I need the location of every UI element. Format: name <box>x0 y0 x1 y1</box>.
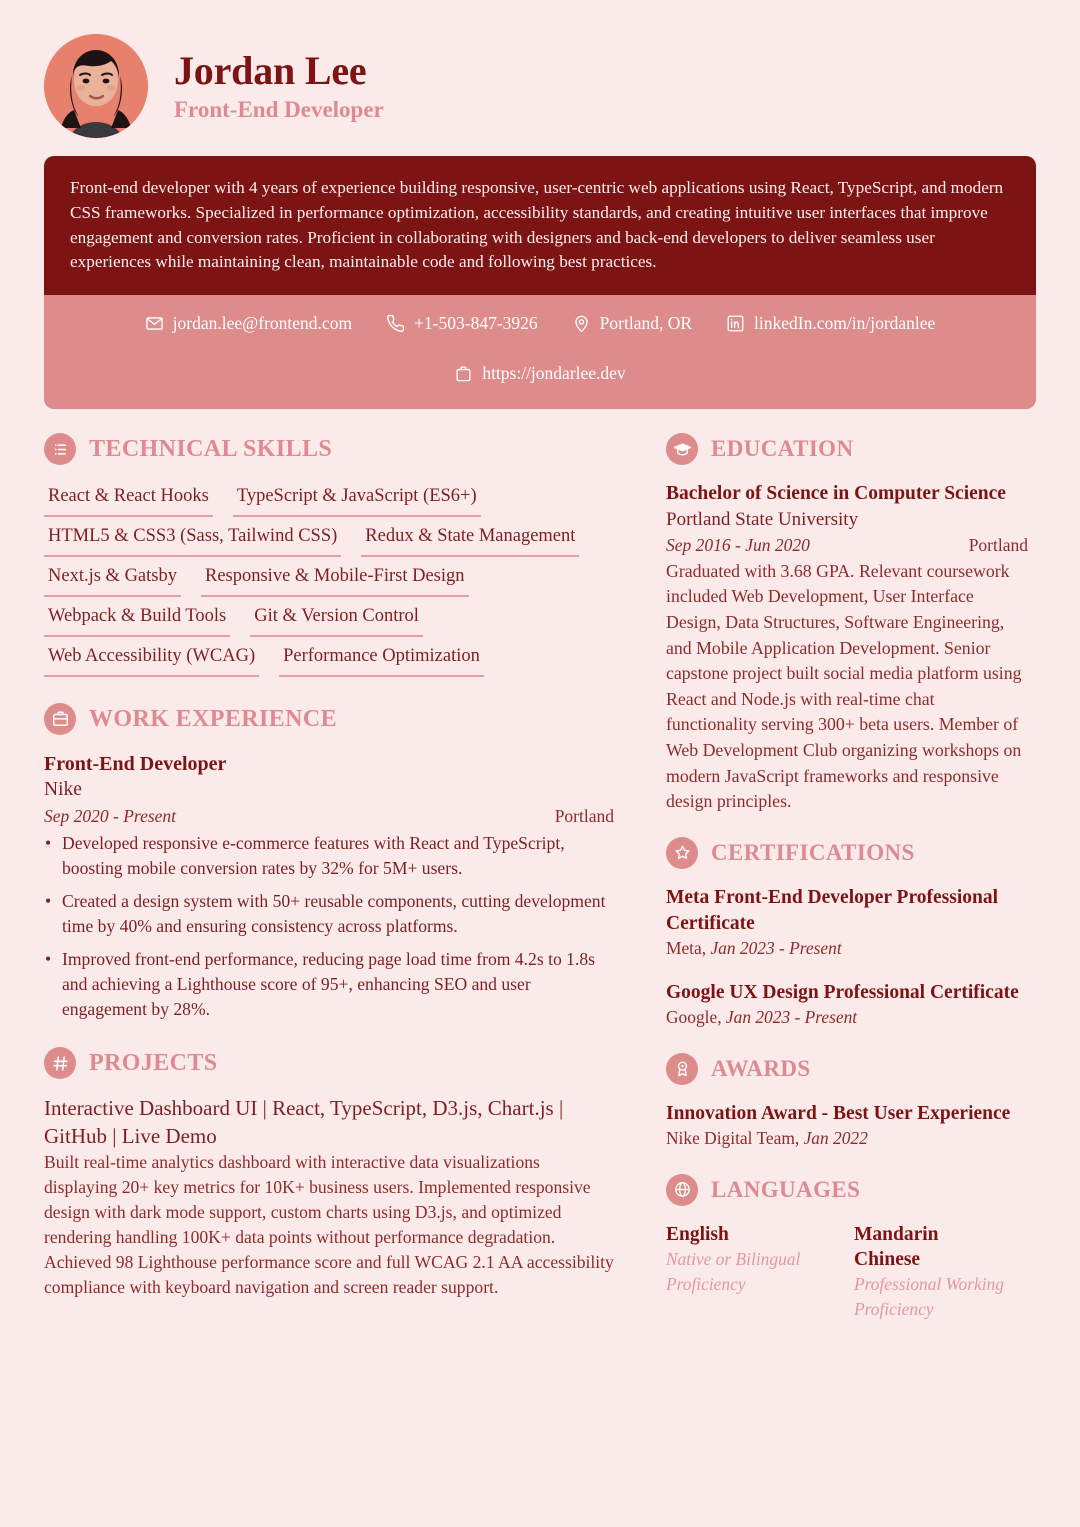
certification-meta <box>666 936 1028 961</box>
contact-linkedin-label: linkedIn.com/in/jordanlee <box>754 313 936 334</box>
skill-chip: Web Accessibility (WCAG) <box>44 641 259 677</box>
contact-phone[interactable] <box>386 309 538 337</box>
avatar <box>44 34 148 138</box>
left-column <box>44 433 614 1326</box>
resume-body <box>0 409 1080 1344</box>
award-meta <box>666 1126 1028 1151</box>
certification-meta <box>666 1005 1028 1030</box>
skills-list <box>44 481 614 677</box>
section-certifications <box>666 837 1028 1031</box>
contact-row-secondary <box>70 359 1010 387</box>
education-meta <box>666 532 1028 558</box>
section-heading <box>44 433 614 465</box>
experience-company: Nike <box>44 778 82 800</box>
project-description: Built real-time analytics dashboard with interactive data visualizations displaying 20+ key metrics for 10K+ business users. Implemented responsive design with dark mode support, custom charts using D3.js, and optimized rendering handling 100K+ data points without performance degradation. Achieved 98 Lighthouse performance score and full WCAG 2.1 AA accessibility compliance with keyboard navigation and screen reader support. <box>44 1151 614 1297</box>
linkedin-icon <box>726 314 745 333</box>
contact-website[interactable] <box>454 359 625 387</box>
language-item <box>854 1222 1004 1322</box>
certification-issuer: Meta, <box>666 938 707 959</box>
section-technical-skills <box>44 433 614 677</box>
skill-chip: HTML5 & CSS3 (Sass, Tailwind CSS) <box>44 521 341 557</box>
certification-entry <box>666 980 1028 1031</box>
contact-bar <box>44 295 1036 409</box>
skill-chip: Performance Optimization <box>279 641 484 677</box>
identity-block <box>174 47 384 126</box>
job-role-subtitle: Front-End Developer <box>174 97 384 123</box>
certification-name: Google UX Design Professional Certificate <box>666 981 1019 1003</box>
certification-name: Meta Front-End Developer Professional Certificate <box>666 886 999 934</box>
language-proficiency: Native or Bilingual Proficiency <box>666 1248 801 1294</box>
contact-linkedin[interactable] <box>726 309 935 337</box>
section-heading <box>666 837 1028 869</box>
contact-email[interactable] <box>145 309 352 337</box>
contact-website-label: https://jondarlee.dev <box>482 363 626 384</box>
section-work-experience <box>44 703 614 1021</box>
section-awards <box>666 1053 1028 1152</box>
skill-chip: Webpack & Build Tools <box>44 601 230 637</box>
project-entry <box>44 1095 614 1299</box>
star-badge-icon <box>666 837 698 869</box>
certification-dates: Jan 2023 - Present <box>710 938 842 959</box>
experience-bullets <box>44 831 614 1021</box>
experience-dates: Sep 2020 - Present <box>44 805 177 826</box>
section-heading <box>44 1047 614 1079</box>
section-title: PROJECTS <box>89 1050 218 1077</box>
graduation-cap-icon <box>666 433 698 465</box>
certification-dates: Jan 2023 - Present <box>725 1007 858 1028</box>
contact-email-label: jordan.lee@frontend.com <box>172 313 353 334</box>
section-languages <box>666 1174 1028 1322</box>
award-issuer: Nike Digital Team, <box>666 1128 800 1149</box>
list-icon <box>44 433 76 465</box>
experience-entry <box>44 751 614 1021</box>
contact-phone-label: +1-503-847-3926 <box>414 313 538 334</box>
section-heading <box>666 433 1028 465</box>
phone-icon <box>386 314 405 333</box>
portrait-photo-icon <box>44 34 148 138</box>
languages-list <box>666 1222 1028 1322</box>
hash-icon <box>44 1047 76 1079</box>
skill-chip: TypeScript & JavaScript (ES6+) <box>233 481 481 517</box>
contact-location-label: Portland, OR <box>599 313 693 334</box>
experience-job-title: Front-End Developer <box>44 752 227 775</box>
education-description: Graduated with 3.68 GPA. Relevant coursework included Web Development, User Interface Design, Data Structures, Software Engineering, and Mobile Application Development. Senior capstone project built social media platform using React and Node.js with real-time chat functionality serving 300+ beta users. Member of Web Development Club organizing workshops on modern JavaScript frameworks and responsive design principles. <box>666 560 1022 812</box>
section-title: EDUCATION <box>711 436 854 462</box>
section-heading <box>44 703 614 735</box>
professional-summary: Front-end developer with 4 years of experience building responsive, user-centric web applications using React, TypeScript, and modern CSS frameworks. Specialized in performance optimization, accessibility standards, and creating intuitive user interfaces that improve engagement and conversion rates. Proficient in collaborating with designers and back-end developers to deliver seamless user experiences while maintaining clean, maintainable code and following best practices. <box>44 156 1036 295</box>
skill-chip: Redux & State Management <box>361 521 579 557</box>
language-item <box>666 1222 816 1322</box>
section-title: AWARDS <box>711 1055 811 1081</box>
skill-chip: Next.js & Gatsby <box>44 561 181 597</box>
award-dates: Jan 2022 <box>803 1128 868 1149</box>
map-pin-icon <box>572 314 591 333</box>
section-title: CERTIFICATIONS <box>711 840 915 866</box>
briefcase-icon <box>44 703 76 735</box>
contact-row-primary <box>70 309 1010 337</box>
project-title: Interactive Dashboard UI | React, TypeScript, D3.js, Chart.js | GitHub | Live Demo <box>44 1096 564 1148</box>
section-education <box>666 433 1028 815</box>
briefcase-icon <box>454 364 473 383</box>
envelope-icon <box>145 314 164 333</box>
award-entry <box>666 1101 1028 1152</box>
language-name: English <box>666 1223 729 1245</box>
resume-header <box>0 0 1080 156</box>
education-entry <box>666 481 1028 815</box>
right-column <box>666 433 1028 1344</box>
skill-chip: Git & Version Control <box>250 601 423 637</box>
section-projects <box>44 1047 614 1299</box>
experience-meta <box>44 803 614 829</box>
experience-location: Portland <box>554 805 614 826</box>
award-ribbon-icon <box>666 1053 698 1085</box>
education-school: Portland State University <box>666 508 859 530</box>
language-name: Mandarin Chinese <box>854 1223 939 1270</box>
section-title: LANGUAGES <box>711 1176 861 1202</box>
language-proficiency: Professional Working Proficiency <box>854 1274 1004 1319</box>
page-title: Jordan Lee <box>174 47 367 93</box>
summary-card <box>44 156 1036 409</box>
globe-icon <box>666 1174 698 1206</box>
experience-bullet: • Created a design system with 50+ reusable components, cutting development time by 40% and ensuring consistency across platforms. <box>44 889 614 938</box>
education-location: Portland <box>968 535 1028 556</box>
experience-bullet: • Improved front-end performance, reducing page load time from 4.2s to 1.8s and achieving a Lighthouse score of 95+, enhancing SEO and user engagement by 28%. <box>44 947 614 1021</box>
education-dates: Sep 2016 - Jun 2020 <box>666 535 810 556</box>
certification-entry <box>666 885 1028 962</box>
certification-issuer: Google, <box>666 1007 722 1028</box>
section-title: WORK EXPERIENCE <box>89 705 338 732</box>
section-heading <box>666 1174 1028 1206</box>
section-heading <box>666 1053 1028 1085</box>
skill-chip: React & React Hooks <box>44 481 213 517</box>
award-name: Innovation Award - Best User Experience <box>666 1102 1011 1124</box>
skill-chip: Responsive & Mobile-First Design <box>201 561 469 597</box>
experience-bullet: • Developed responsive e-commerce features with React and TypeScript, boosting mobile conversion rates by 32% for 5M+ users. <box>44 831 614 880</box>
contact-location[interactable] <box>572 309 692 337</box>
section-title: TECHNICAL SKILLS <box>89 435 333 462</box>
education-degree: Bachelor of Science in Computer Science <box>666 483 1006 505</box>
